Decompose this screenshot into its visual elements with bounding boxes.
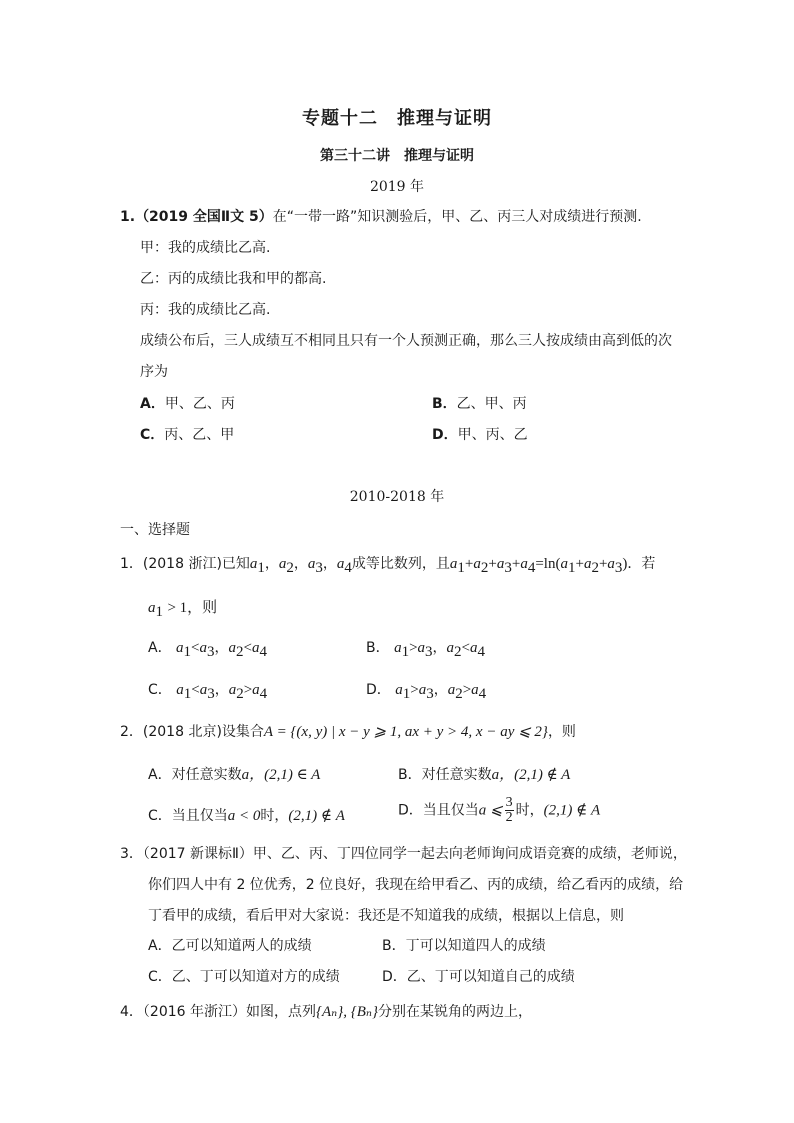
sub: 3	[504, 559, 512, 576]
q1-gt1: > 1，则	[167, 600, 218, 616]
op: +	[511, 556, 521, 572]
sub: 3	[207, 643, 215, 660]
sub: 1	[567, 559, 576, 576]
sub: 1	[155, 603, 163, 620]
option-label: D．当且仅当	[398, 802, 479, 819]
q1-ruo: ．若	[627, 556, 656, 572]
q4-seq: {Aₙ}, {Bₙ}	[316, 1004, 378, 1020]
q2-option-c	[148, 805, 345, 825]
q2019-stem-2: 成绩公布后，三人成绩互不相同且只有一个人预测正确，那么三人按成绩由高到低的次	[140, 333, 672, 349]
q4-suffix: 分别在某锐角的两边上，	[377, 1004, 532, 1020]
option-label: A．	[148, 640, 172, 656]
q2019-stem-text: 在“一带一路”知识测验后，甲、乙、丙三人对成绩进行预测.	[272, 209, 642, 225]
ln: ln(	[543, 556, 561, 572]
op: =	[535, 556, 544, 572]
q3-option-a: A．乙可以知道两人的成绩	[148, 938, 312, 954]
option-label: C．当且仅当	[148, 808, 228, 824]
q2019-stem-3: 序为	[140, 364, 168, 380]
var-a: a	[418, 682, 427, 698]
var-a: a	[199, 682, 208, 698]
sub: 1	[401, 643, 410, 660]
option-text: 时，	[260, 808, 289, 824]
op: >	[462, 682, 472, 698]
sub: 4	[344, 559, 352, 576]
q2019-line-bing: 丙：我的成绩比乙高.	[140, 302, 271, 318]
q2019-number: 1.	[120, 209, 136, 225]
var-a: a	[560, 556, 568, 572]
q4-stem	[120, 1001, 532, 1021]
q1-condition	[148, 596, 217, 621]
var-a: a	[176, 682, 184, 698]
option-label: C．	[148, 682, 172, 698]
q2019-line-jia: 甲：我的成绩比乙高.	[140, 240, 271, 256]
var-a: a	[446, 640, 455, 656]
q2-option-d	[398, 796, 600, 825]
sub: 1	[402, 685, 411, 702]
comma: ，	[293, 556, 308, 572]
var-a: a	[278, 556, 287, 572]
fraction-three-halves	[505, 796, 514, 825]
option-math: a，(2,1) ∈ A	[241, 767, 321, 783]
q1-option-a	[148, 637, 267, 661]
q3-option-c: C．乙、丁可以知道对方的成绩	[148, 969, 340, 985]
sub: 2	[455, 685, 463, 702]
comma: ，	[264, 556, 279, 572]
sub: 2	[286, 559, 294, 576]
var-a: a	[251, 640, 260, 656]
sub: 3	[425, 643, 433, 660]
option-math: a，(2,1) ∉ A	[491, 767, 571, 783]
option-math: (2,1) ∉ A	[288, 808, 345, 824]
sub: 2	[236, 685, 244, 702]
sub: 4	[259, 685, 268, 702]
op: <	[191, 682, 200, 698]
var-a: a	[307, 556, 316, 572]
var-a: a	[395, 682, 403, 698]
sub: 1	[457, 559, 465, 576]
var-a: a	[249, 556, 258, 572]
q4-prefix: 4．（2016 年浙江）如图，点列	[120, 1004, 316, 1020]
op: <	[461, 640, 470, 656]
sub: 1	[257, 559, 265, 576]
q3-line-1: 3．（2017 新课标Ⅱ）甲、乙、丙、丁四位同学一起去向老师询问成语竞赛的成绩，老师说，	[120, 846, 687, 862]
op: >	[243, 682, 253, 698]
var-a: a	[473, 556, 481, 572]
q2019-option-a	[140, 393, 235, 413]
lecture-subtitle: 第三十二讲 推理与证明	[320, 148, 474, 164]
sub: 3	[614, 559, 623, 576]
var-a: a	[336, 556, 345, 572]
var-a: a	[449, 556, 458, 572]
q2-option-a	[148, 763, 320, 784]
q2-set: A = {(x, y) | x − y ⩾ 1, ax + y > 4, x − ay ⩽ 2}	[263, 724, 548, 740]
option-math: (2,1) ∉ A	[543, 802, 601, 819]
sub: 2	[454, 643, 462, 660]
option-label: C．	[140, 427, 165, 443]
sub: 4	[477, 643, 485, 660]
sub: 3	[207, 685, 215, 702]
fraction-numerator: 3	[505, 795, 513, 810]
sub: 4	[478, 685, 487, 702]
q2019-option-d	[432, 424, 528, 444]
option-text: 乙、甲、丙	[456, 396, 527, 412]
var-a: a	[470, 640, 478, 656]
option-label: D．	[366, 682, 391, 698]
comma: ，	[214, 640, 229, 656]
q2-option-b	[398, 763, 570, 784]
option-text: 甲、乙、丙	[164, 396, 235, 412]
var-a: a	[447, 682, 456, 698]
var-a: a	[199, 640, 207, 656]
year-heading-2010-2018: 2010-2018 年	[349, 489, 445, 505]
year-heading-2019: 2019 年	[369, 179, 425, 195]
var-a: a	[607, 556, 615, 572]
option-math: a ⩽	[478, 802, 503, 819]
sub: 3	[315, 559, 323, 576]
sub: 2	[236, 643, 244, 660]
op: <	[243, 640, 252, 656]
section-heading: 一、选择题	[120, 522, 190, 538]
option-label: A．对任意实数	[148, 767, 242, 783]
option-text: 丙、乙、甲	[164, 427, 235, 443]
op: +	[464, 556, 474, 572]
op: <	[191, 640, 200, 656]
paren: )	[622, 556, 628, 572]
var-a: a	[471, 682, 479, 698]
q3-line-2: 你们四人中有 2 位优秀，2 位良好，我现在给甲看乙、丙的成绩，给乙看丙的成绩，给	[148, 877, 684, 893]
option-label: B．对任意实数	[398, 767, 492, 783]
q3-option-b: B．丁可以知道四人的成绩	[382, 938, 546, 954]
option-label: B．	[432, 396, 457, 412]
var-a: a	[148, 600, 156, 616]
var-a: a	[228, 640, 236, 656]
q2019-option-b	[432, 393, 527, 413]
q1-seq-text: 成等比数列，且	[351, 556, 450, 572]
var-a: a	[496, 556, 505, 572]
q2-stem	[120, 721, 576, 741]
sub: 4	[259, 643, 267, 660]
q3-option-d: D．乙、丁可以知道自己的成绩	[382, 969, 575, 985]
comma: ，	[432, 640, 447, 656]
sub: 2	[480, 559, 489, 576]
sub: 1	[183, 685, 192, 702]
option-text: 甲、丙、乙	[457, 427, 528, 443]
option-label: D．	[432, 427, 458, 443]
q3-line-3: 丁看甲的成绩，看后甲对大家说：我还是不知道我的成绩，根据以上信息，则	[148, 908, 624, 924]
q2019-line-yi: 乙：丙的成绩比我和甲的都高.	[140, 271, 327, 287]
var-a: a	[228, 682, 237, 698]
sub: 4	[527, 559, 536, 576]
var-a: a	[417, 640, 426, 656]
var-a: a	[176, 640, 184, 656]
q2019-option-c	[140, 424, 234, 444]
q1-stem	[120, 553, 655, 577]
op: +	[575, 556, 584, 572]
comma: ，	[214, 682, 229, 698]
op: +	[488, 556, 497, 572]
q2019-source: （2019 全国Ⅱ文 5）	[135, 209, 273, 225]
comma: ，	[433, 682, 448, 698]
option-label: B．	[366, 640, 390, 656]
sub: 2	[591, 559, 599, 576]
var-a: a	[252, 682, 260, 698]
op: +	[598, 556, 608, 572]
comma: ，	[322, 556, 337, 572]
sub: 3	[426, 685, 434, 702]
q1-option-b	[366, 637, 485, 661]
option-math: a < 0	[227, 808, 261, 824]
q2-suffix: ，则	[547, 724, 576, 740]
option-label: A．	[140, 396, 165, 412]
page-title: 专题十二 推理与证明	[302, 108, 492, 129]
q1-prefix: 1．(2018 浙江)已知	[120, 556, 250, 572]
var-a: a	[520, 556, 528, 572]
q2019-stem	[120, 206, 642, 226]
option-text: 时，	[515, 802, 544, 819]
q2-prefix: 2．(2018 北京)设集合	[120, 724, 264, 740]
op: >	[410, 682, 419, 698]
q1-option-d	[366, 679, 486, 703]
op: >	[409, 640, 418, 656]
var-a: a	[394, 640, 402, 656]
q1-option-c	[148, 679, 267, 703]
sub: 1	[183, 643, 192, 660]
fraction-denominator: 2	[505, 810, 513, 825]
var-a: a	[583, 556, 592, 572]
